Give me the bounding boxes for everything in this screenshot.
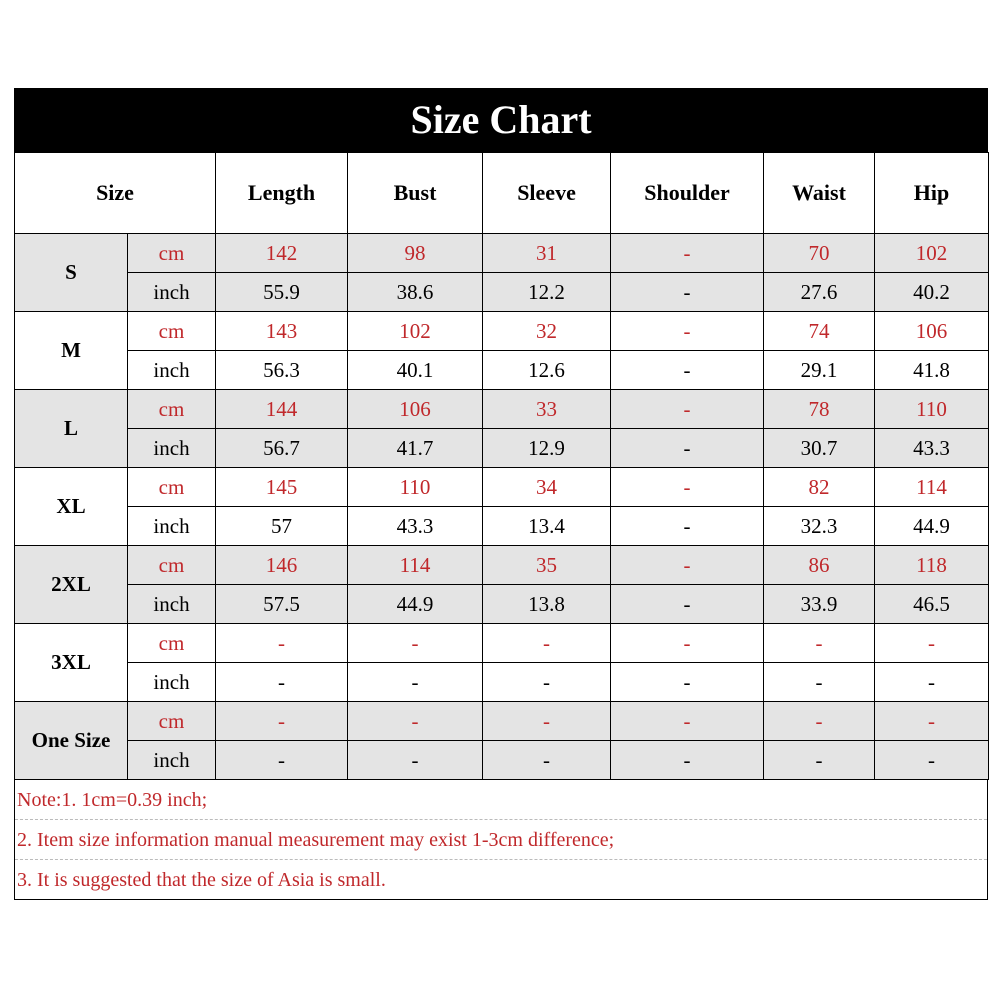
measurement-cell: 144 xyxy=(216,390,348,429)
size-label: S xyxy=(15,234,128,312)
measurement-cell: - xyxy=(875,624,989,663)
measurement-cell: 57 xyxy=(216,507,348,546)
measurement-cell: 106 xyxy=(875,312,989,351)
measurement-cell: 12.2 xyxy=(483,273,611,312)
measurement-cell: 13.8 xyxy=(483,585,611,624)
table-row xyxy=(15,312,989,351)
measurement-cell: - xyxy=(216,702,348,741)
measurement-cell: 145 xyxy=(216,468,348,507)
notes xyxy=(14,780,988,900)
measurement-cell: 55.9 xyxy=(216,273,348,312)
unit-label: inch xyxy=(128,429,216,468)
measurement-cell: - xyxy=(611,351,764,390)
measurement-cell: 32.3 xyxy=(764,507,875,546)
size-label: One Size xyxy=(15,702,128,780)
unit-label: cm xyxy=(128,624,216,663)
table-row xyxy=(15,546,989,585)
unit-label: cm xyxy=(128,702,216,741)
measurement-cell: 102 xyxy=(348,312,483,351)
header-row xyxy=(15,153,989,234)
measurement-cell: 12.6 xyxy=(483,351,611,390)
measurement-cell: - xyxy=(764,741,875,780)
measurement-cell: 106 xyxy=(348,390,483,429)
unit-label: cm xyxy=(128,312,216,351)
table-row xyxy=(15,390,989,429)
measurement-cell: - xyxy=(348,624,483,663)
measurement-cell: 114 xyxy=(875,468,989,507)
measurement-cell: 30.7 xyxy=(764,429,875,468)
size-table xyxy=(14,152,989,780)
unit-label: inch xyxy=(128,585,216,624)
measurement-cell: 43.3 xyxy=(348,507,483,546)
measurement-cell: - xyxy=(483,663,611,702)
measurement-cell: 57.5 xyxy=(216,585,348,624)
measurement-cell: - xyxy=(611,624,764,663)
measurement-cell: 27.6 xyxy=(764,273,875,312)
measurement-cell: 32 xyxy=(483,312,611,351)
header-length: Length xyxy=(216,153,348,234)
note-line: Note:1. 1cm=0.39 inch; xyxy=(15,780,987,820)
table-row xyxy=(15,585,989,624)
measurement-cell: 70 xyxy=(764,234,875,273)
table-row xyxy=(15,663,989,702)
measurement-cell: - xyxy=(611,702,764,741)
measurement-cell: - xyxy=(764,702,875,741)
measurement-cell: - xyxy=(764,624,875,663)
table-row xyxy=(15,741,989,780)
table-body xyxy=(15,234,989,780)
measurement-cell: - xyxy=(875,663,989,702)
measurement-cell: - xyxy=(483,702,611,741)
size-label: L xyxy=(15,390,128,468)
unit-label: cm xyxy=(128,468,216,507)
measurement-cell: 118 xyxy=(875,546,989,585)
measurement-cell: - xyxy=(348,741,483,780)
unit-label: inch xyxy=(128,741,216,780)
measurement-cell: 34 xyxy=(483,468,611,507)
measurement-cell: - xyxy=(611,507,764,546)
unit-label: cm xyxy=(128,390,216,429)
note-line: 2. Item size information manual measurement may exist 1-3cm difference; xyxy=(15,820,987,860)
measurement-cell: 86 xyxy=(764,546,875,585)
table-row xyxy=(15,624,989,663)
measurement-cell: 114 xyxy=(348,546,483,585)
measurement-cell: - xyxy=(611,663,764,702)
table-row xyxy=(15,234,989,273)
size-chart xyxy=(14,88,988,900)
measurement-cell: 74 xyxy=(764,312,875,351)
measurement-cell: 33.9 xyxy=(764,585,875,624)
measurement-cell: - xyxy=(216,663,348,702)
header-waist: Waist xyxy=(764,153,875,234)
measurement-cell: 40.2 xyxy=(875,273,989,312)
table-row xyxy=(15,702,989,741)
measurement-cell: - xyxy=(875,702,989,741)
measurement-cell: 29.1 xyxy=(764,351,875,390)
measurement-cell: 46.5 xyxy=(875,585,989,624)
measurement-cell: - xyxy=(483,624,611,663)
size-label: XL xyxy=(15,468,128,546)
header-sleeve: Sleeve xyxy=(483,153,611,234)
size-label: 3XL xyxy=(15,624,128,702)
header-size: Size xyxy=(15,153,216,234)
chart-title: Size Chart xyxy=(14,88,988,152)
unit-label: inch xyxy=(128,351,216,390)
table-row xyxy=(15,429,989,468)
header-shoulder: Shoulder xyxy=(611,153,764,234)
measurement-cell: 40.1 xyxy=(348,351,483,390)
measurement-cell: 35 xyxy=(483,546,611,585)
measurement-cell: 41.7 xyxy=(348,429,483,468)
measurement-cell: 56.3 xyxy=(216,351,348,390)
measurement-cell: 146 xyxy=(216,546,348,585)
table-row xyxy=(15,468,989,507)
unit-label: inch xyxy=(128,663,216,702)
measurement-cell: 98 xyxy=(348,234,483,273)
measurement-cell: - xyxy=(764,663,875,702)
measurement-cell: 78 xyxy=(764,390,875,429)
measurement-cell: 56.7 xyxy=(216,429,348,468)
size-label: M xyxy=(15,312,128,390)
measurement-cell: 110 xyxy=(348,468,483,507)
header-hip: Hip xyxy=(875,153,989,234)
measurement-cell: - xyxy=(611,468,764,507)
table-row xyxy=(15,507,989,546)
measurement-cell: - xyxy=(483,741,611,780)
table-row xyxy=(15,273,989,312)
note-line: 3. It is suggested that the size of Asia is small. xyxy=(17,869,386,891)
measurement-cell: 33 xyxy=(483,390,611,429)
measurement-cell: - xyxy=(216,741,348,780)
measurement-cell: - xyxy=(348,702,483,741)
size-label: 2XL xyxy=(15,546,128,624)
table-row xyxy=(15,351,989,390)
measurement-cell: - xyxy=(611,312,764,351)
measurement-cell: - xyxy=(611,429,764,468)
measurement-cell: 110 xyxy=(875,390,989,429)
measurement-cell: - xyxy=(216,624,348,663)
measurement-cell: - xyxy=(611,273,764,312)
unit-label: inch xyxy=(128,507,216,546)
measurement-cell: - xyxy=(611,546,764,585)
unit-label: cm xyxy=(128,546,216,585)
measurement-cell: 44.9 xyxy=(348,585,483,624)
measurement-cell: 31 xyxy=(483,234,611,273)
measurement-cell: - xyxy=(611,585,764,624)
measurement-cell: - xyxy=(611,234,764,273)
unit-label: inch xyxy=(128,273,216,312)
measurement-cell: 102 xyxy=(875,234,989,273)
measurement-cell: 44.9 xyxy=(875,507,989,546)
measurement-cell: 43.3 xyxy=(875,429,989,468)
measurement-cell: 143 xyxy=(216,312,348,351)
measurement-cell: 13.4 xyxy=(483,507,611,546)
measurement-cell: 82 xyxy=(764,468,875,507)
measurement-cell: - xyxy=(348,663,483,702)
header-bust: Bust xyxy=(348,153,483,234)
measurement-cell: - xyxy=(611,390,764,429)
measurement-cell: - xyxy=(611,741,764,780)
measurement-cell: 142 xyxy=(216,234,348,273)
measurement-cell: - xyxy=(875,741,989,780)
measurement-cell: 38.6 xyxy=(348,273,483,312)
measurement-cell: 41.8 xyxy=(875,351,989,390)
measurement-cell: 12.9 xyxy=(483,429,611,468)
unit-label: cm xyxy=(128,234,216,273)
